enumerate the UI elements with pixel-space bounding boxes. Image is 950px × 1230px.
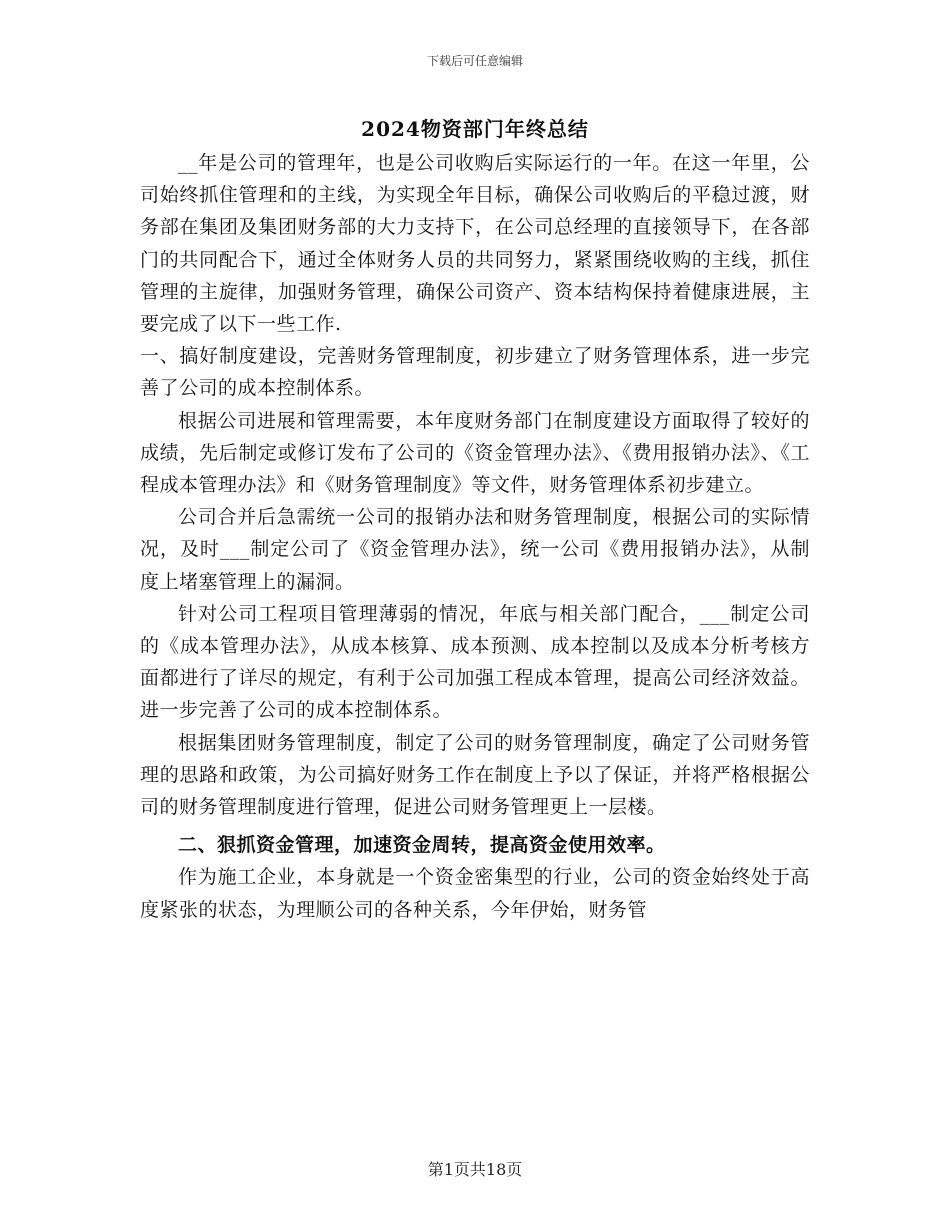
section-heading-one: 一、搞好制度建设，完善财务管理制度，初步建立了财务管理体系，进一步完善了公司的成本控制体系。	[140, 345, 810, 400]
header-note: 下载后可任意编辑	[426, 54, 523, 68]
document-body	[140, 147, 810, 926]
document-title: 2024物资部门年终总结	[361, 117, 589, 141]
paragraph-system-building: 根据公司进展和管理需要，本年度财务部门在制度建设方面取得了较好的成绩，先后制定或修订发布了公司的《资金管理办法》、《费用报销办法》、《工程成本管理办法》和《财务管理制度》等文件，财务管理体系初步建立。	[140, 409, 810, 497]
section-heading-two: 二、狠抓资金管理，加速资金周转，提高资金使用效率。	[178, 834, 666, 857]
paragraph-fund-management: 作为施工企业，本身就是一个资金密集型的行业，公司的资金始终处于高度紧张的状态，为理顺公司的各种关系，今年伊始，财务管	[140, 866, 810, 921]
paragraph-reimbursement: 公司合并后急需统一公司的报销办法和财务管理制度，根据公司的实际情况，及时___制定公司了《资金管理办法》，统一公司《费用报销办法》，从制度上堵塞管理上的漏洞。	[140, 506, 810, 593]
paragraph-intro: __年是公司的管理年，也是公司收购后实际运行的一年。在这一年里，公司始终抓住管理和的主线，为实现全年目标，确保公司收购后的平稳过渡，财务部在集团及集团财务部的大力支持下，在公司总经理的直接领导下，在各部门的共同配合下，通过全体财务人员的共同努力，紧紧围绕收购的主线，抓住管理的主旋律，加强财务管理，确保公司资产、资本结构保持着健康进展，主要完成了以下一些工作.	[140, 152, 810, 336]
paragraph-cost-management: 针对公司工程项目管理薄弱的情况，年底与相关部门配合，___制定公司的《成本管理办法》，从成本核算、成本预测、成本控制以及成本分析考核方面都进行了详尽的规定，有利于公司加强工程成本管理，提高公司经济效益。进一步完善了公司的成本控制体系。	[140, 602, 810, 722]
page-number: 第1页共18页	[427, 1160, 523, 1179]
paragraph-financial-policy: 根据集团财务管理制度，制定了公司的财务管理制度，确定了公司财务管理的思路和政策，为公司搞好财务工作在制度上予以了保证，并将严格根据公司的财务管理制度进行管理，促进公司财务管理更上一层楼。	[140, 731, 810, 819]
